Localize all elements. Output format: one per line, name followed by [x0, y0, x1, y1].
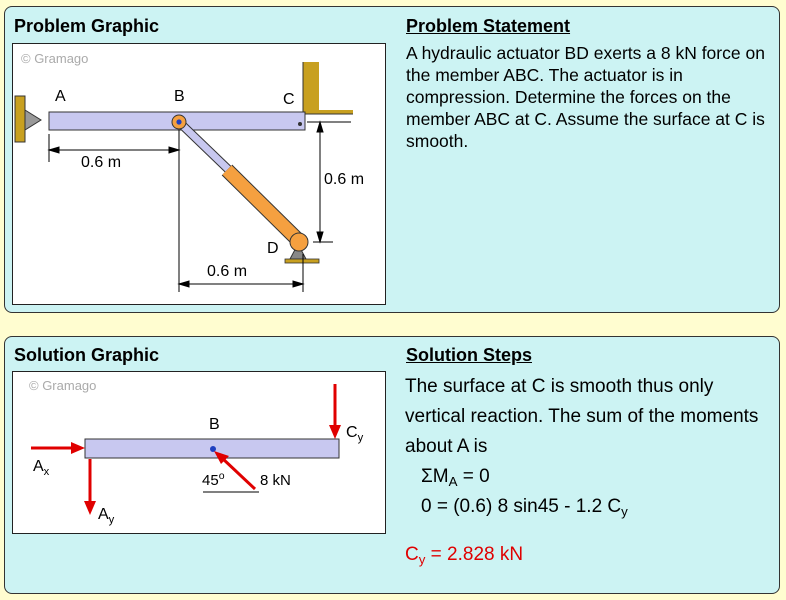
solution-diagram: [13, 372, 386, 534]
angle-label: 45$^o$: [202, 470, 225, 489]
problem-graphic-header: Problem Graphic: [14, 16, 160, 36]
force-label-8kn: 8 kN: [260, 472, 291, 489]
label-d: D: [267, 240, 279, 257]
dim-vertical: 0.6 m: [324, 171, 365, 188]
label-ay: $A_y$: [98, 506, 115, 526]
label-cy: $C_y$: [346, 424, 364, 444]
solution-steps-header: Solution Steps: [406, 345, 532, 365]
solution-steps: [405, 372, 775, 522]
problem-statement: A hydraulic actuator BD exerts a 8 kN force on the member ABC. The actuator is in compression. Determine the forces on the member ABC at C. Assume the surface at C is smooth.: [406, 43, 765, 151]
ground-d: [285, 259, 319, 263]
label-c: C: [283, 91, 295, 108]
watermark: © Gramago: [29, 378, 97, 393]
force-8kn: [222, 458, 255, 489]
label-b: B: [174, 88, 185, 105]
dim-bd-horizontal: 0.6 m: [207, 263, 248, 280]
dim-ab: 0.6 m: [81, 154, 122, 171]
problem-graphic: [12, 43, 386, 305]
step-text: The surface at C is smooth thus only vertical reaction. The sum of the moments about A is: [405, 376, 759, 457]
problem-statement-header: Problem Statement: [406, 16, 571, 36]
solution-graphic-header: Solution Graphic: [14, 345, 160, 365]
wall-a: [15, 96, 25, 142]
fbd-label-b: B: [209, 416, 220, 433]
point-c: [298, 122, 302, 126]
solution-graphic: [12, 371, 386, 534]
watermark: © Gramago: [21, 51, 89, 66]
equation-moment-sum: $\Sigma M_A = 0$: [421, 466, 490, 489]
point-b: [210, 446, 216, 452]
equation-moment-values: 0 = (0.6) 8 sin45 - 1.2 $C_y$: [421, 496, 628, 519]
pin-support-a: [25, 110, 41, 130]
label-a: A: [55, 88, 66, 105]
pin-d: [290, 233, 308, 251]
wall-c: [303, 62, 353, 114]
answer: $C_y = 2.828$ kN: [405, 544, 524, 567]
label-ax: $A_x$: [33, 458, 50, 478]
actuator-cylinder: [227, 170, 300, 242]
